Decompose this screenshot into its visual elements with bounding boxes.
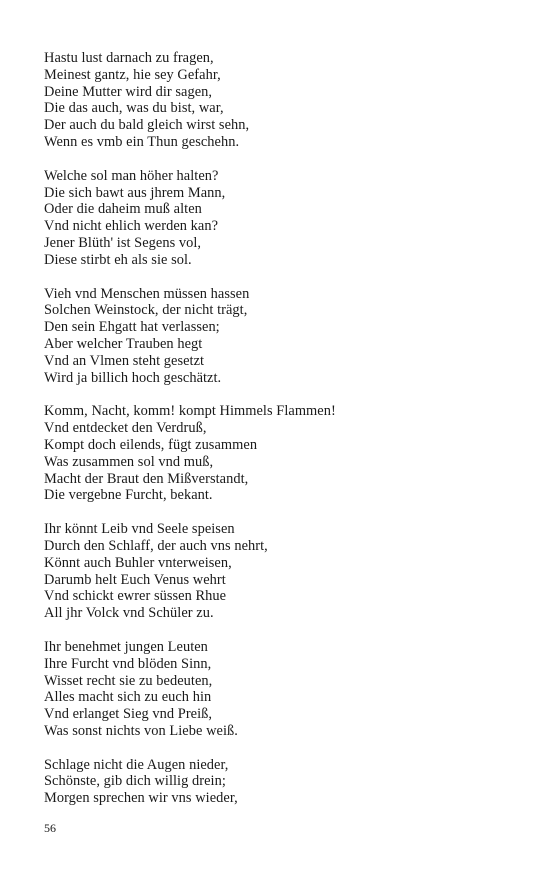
verse-line: Oder die daheim muß alten [44,201,202,218]
poem-text [44,50,524,824]
verse-line: Ihr könnt Leib vnd Seele speisen [44,521,235,538]
verse-line: Morgen sprechen wir vns wieder, [44,790,238,807]
verse-line: Die sich bawt aus jhrem Mann, [44,184,226,201]
verse-line: Schönste, gib dich willig drein; [44,773,226,790]
verse-line: Meinest gantz, hie sey Gefahr, [44,66,221,83]
verse-line: Alles macht sich zu euch hin [44,689,212,706]
verse-line: Durch den Schlaff, der auch vns nehrt, [44,537,268,554]
verse-line: All jhr Volck vnd Schüler zu. [44,605,214,622]
verse-line: Vieh vnd Menschen müssen hassen [44,285,250,302]
verse-line: Vnd an Vlmen steht gesetzt [44,352,205,369]
page-number: 56 [44,821,56,835]
verse-line: Solchen Weinstock, der nicht trägt, [44,302,248,319]
stanza-3 [44,286,524,387]
stanza-6 [44,639,524,740]
verse-line: Vnd erlanget Sieg vnd Preiß, [44,706,213,723]
verse-line: Macht der Braut den Mißverstandt, [44,470,249,487]
verse-line: Vnd schickt ewrer süssen Rhue [44,588,227,605]
verse-line: Welche sol man höher halten? [44,167,219,184]
stanza-4 [44,403,524,504]
verse-line: Darumb helt Euch Venus wehrt [44,571,226,588]
verse-line: Aber welcher Trauben hegt [44,335,203,352]
verse-line: Ihr benehmet jungen Leuten [44,638,208,655]
stanza-2 [44,168,524,269]
verse-line: Vnd entdecket den Verdruß, [44,420,207,437]
verse-line: Wisset recht sie zu bedeuten, [44,672,213,689]
verse-line: Deine Mutter wird dir sagen, [44,83,213,100]
stanza-5 [44,521,524,622]
verse-line: Wird ja billich hoch geschätzt. [44,369,222,386]
verse-line: Was zusammen sol vnd muß, [44,453,214,470]
verse-line: Diese stirbt eh als sie sol. [44,251,192,268]
verse-line: Könnt auch Buhler vnterweisen, [44,554,232,571]
verse-line: Kompt doch eilends, fügt zusammen [44,436,258,453]
verse-line: Was sonst nichts von Liebe weiß. [44,722,238,739]
stanza-1 [44,50,524,151]
stanza-7 [44,757,524,807]
verse-line: Schlage nicht die Augen nieder, [44,756,229,773]
verse-line: Die vergebne Furcht, bekant. [44,487,213,504]
verse-line: Jener Blüth' ist Segens vol, [44,234,202,251]
verse-line: Den sein Ehgatt hat verlassen; [44,319,220,336]
verse-line: Komm, Nacht, komm! kompt Himmels Flammen! [44,403,336,420]
verse-line: Vnd nicht ehlich werden kan? [44,218,219,235]
verse-line: Wenn es vmb ein Thun geschehn. [44,133,240,150]
verse-line: Ihre Furcht vnd blöden Sinn, [44,655,212,672]
verse-line: Hastu lust darnach zu fragen, [44,50,214,66]
verse-line: Die das auch, was du bist, war, [44,100,224,117]
verse-line: Der auch du bald gleich wirst sehn, [44,117,250,134]
